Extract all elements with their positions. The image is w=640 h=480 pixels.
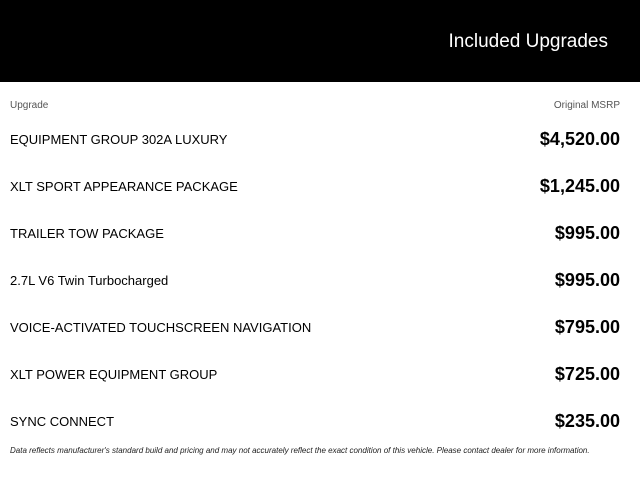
upgrade-name: EQUIPMENT GROUP 302A LUXURY bbox=[10, 132, 228, 147]
upgrade-row bbox=[10, 256, 620, 303]
header-banner bbox=[0, 0, 640, 82]
upgrade-row bbox=[10, 350, 620, 397]
upgrade-price: $995.00 bbox=[554, 223, 620, 243]
upgrade-name: XLT POWER EQUIPMENT GROUP bbox=[10, 367, 218, 382]
upgrade-price: $725.00 bbox=[554, 364, 620, 384]
upgrade-row bbox=[10, 397, 620, 444]
upgrade-price: $795.00 bbox=[554, 317, 620, 337]
upgrade-name: XLT SPORT APPEARANCE PACKAGE bbox=[10, 179, 238, 194]
upgrade-row bbox=[10, 209, 620, 256]
upgrade-name: SYNC CONNECT bbox=[10, 414, 115, 429]
page-title: Included Upgrades bbox=[448, 31, 608, 52]
upgrade-name: 2.7L V6 Twin Turbocharged bbox=[10, 273, 169, 288]
upgrade-price: $1,245.00 bbox=[539, 176, 620, 196]
column-headers bbox=[10, 100, 620, 114]
upgrades-list bbox=[10, 115, 620, 444]
upgrade-name: VOICE-ACTIVATED TOUCHSCREEN NAVIGATION bbox=[10, 320, 312, 335]
disclaimer-text: Data reflects manufacturer's standard build and pricing and may not accurately reflect the exact condition of this vehicle. Please contact dealer for more information. bbox=[10, 446, 590, 455]
upgrade-price: $995.00 bbox=[554, 270, 620, 290]
column-header-upgrade: Upgrade bbox=[10, 100, 49, 111]
upgrade-price: $4,520.00 bbox=[539, 129, 620, 149]
upgrade-row bbox=[10, 303, 620, 350]
column-header-msrp: Original MSRP bbox=[553, 100, 620, 111]
upgrade-price: $235.00 bbox=[554, 411, 620, 431]
upgrade-name: TRAILER TOW PACKAGE bbox=[10, 226, 164, 241]
upgrade-row bbox=[10, 115, 620, 162]
upgrade-row bbox=[10, 162, 620, 209]
